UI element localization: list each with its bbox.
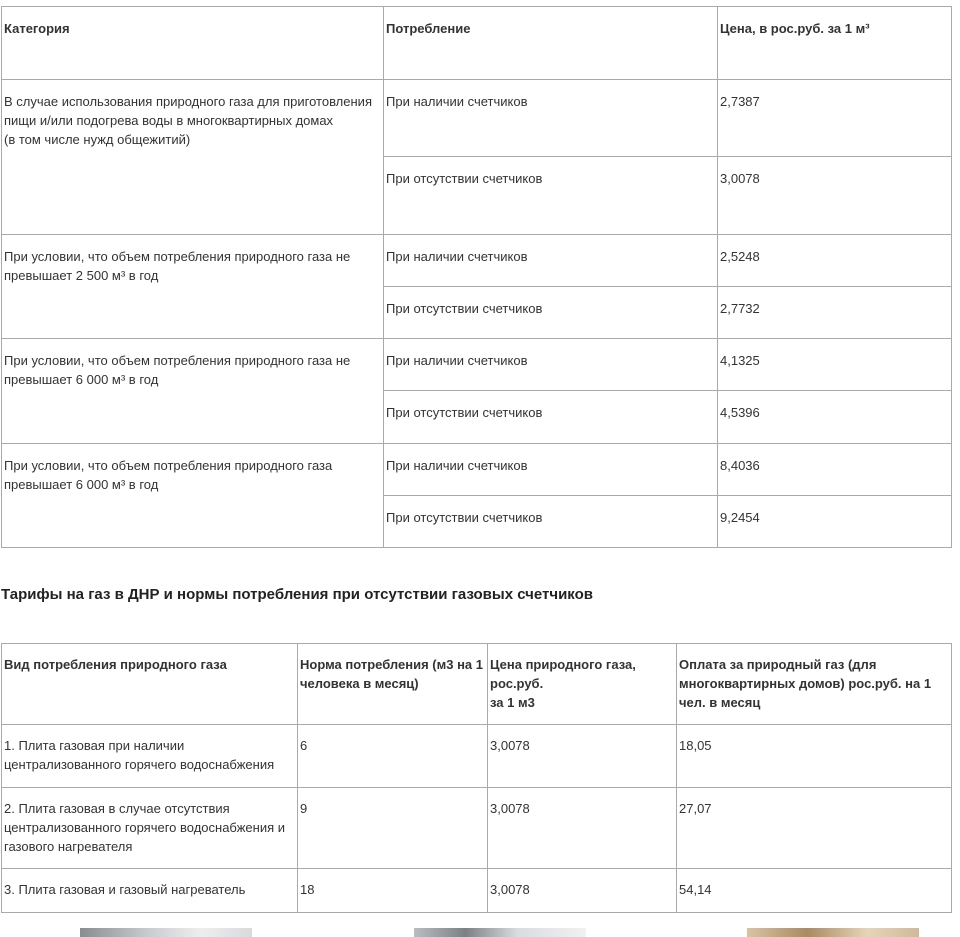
header-gas-price: Цена природного газа, рос.руб. за 1 м3 xyxy=(488,644,677,725)
category-cell: При условии, что объем потребления природного газа не превышает 6 000 м³ в год xyxy=(2,339,384,444)
table-row xyxy=(2,80,952,157)
consumption-type-cell: 1. Плита газовая при наличии централизованного горячего водоснабжения xyxy=(2,725,298,788)
price-cell: 2,7387 xyxy=(718,80,952,157)
category-cell: При условии, что объем потребления природного газа превышает 6 000 м³ в год xyxy=(2,444,384,548)
payment-cell: 54,14 xyxy=(677,869,952,913)
article-thumbnail-image[interactable] xyxy=(747,928,919,937)
consumption-cell: При отсутствии счетчиков xyxy=(384,287,718,339)
table-row xyxy=(2,869,952,913)
consumption-cell: При наличии счетчиков xyxy=(384,235,718,287)
norm-cell: 9 xyxy=(298,788,488,869)
tariff-table xyxy=(1,6,952,548)
header-consumption-type: Вид потребления природного газа xyxy=(2,644,298,725)
table-row xyxy=(2,444,952,496)
price-cell: 4,5396 xyxy=(718,391,952,444)
table-row xyxy=(2,725,952,788)
gas-price-cell: 3,0078 xyxy=(488,725,677,788)
section-heading: Тарифы на газ в ДНР и нормы потребления при отсутствии газовых счетчиков xyxy=(1,586,594,603)
header-price: Цена, в рос.руб. за 1 м³ xyxy=(718,7,952,80)
header-consumption: Потребление xyxy=(384,7,718,80)
price-cell: 9,2454 xyxy=(718,496,952,548)
tariff-header-row xyxy=(2,7,952,80)
category-cell: При условии, что объем потребления природного газа не превышает 2 500 м³ в год xyxy=(2,235,384,339)
norm-cell: 18 xyxy=(298,869,488,913)
header-norm: Норма потребления (м3 на 1 человека в месяц) xyxy=(298,644,488,725)
consumption-type-cell: 2. Плита газовая в случае отсутствия централизованного горячего водоснабжения и газового нагревателя xyxy=(2,788,298,869)
article-thumbnail-image[interactable] xyxy=(80,928,252,937)
norms-table xyxy=(1,643,952,913)
gas-price-cell: 3,0078 xyxy=(488,869,677,913)
category-cell: В случае использования природного газа для приготовления пищи и/или подогрева воды в многоквартирных домах (в том числе нужд общежитий) xyxy=(2,80,384,235)
price-cell: 3,0078 xyxy=(718,157,952,235)
price-cell: 2,5248 xyxy=(718,235,952,287)
header-payment: Оплата за природный газ (для многоквартирных домов) рос.руб. на 1 чел. в месяц xyxy=(677,644,952,725)
consumption-cell: При отсутствии счетчиков xyxy=(384,391,718,444)
price-cell: 2,7732 xyxy=(718,287,952,339)
consumption-cell: При наличии счетчиков xyxy=(384,80,718,157)
table-row xyxy=(2,235,952,287)
consumption-type-cell: 3. Плита газовая и газовый нагреватель xyxy=(2,869,298,913)
table-row xyxy=(2,788,952,869)
gas-price-cell: 3,0078 xyxy=(488,788,677,869)
consumption-cell: При отсутствии счетчиков xyxy=(384,157,718,235)
article-thumbnail-image[interactable] xyxy=(414,928,586,937)
payment-cell: 27,07 xyxy=(677,788,952,869)
norm-cell: 6 xyxy=(298,725,488,788)
consumption-cell: При отсутствии счетчиков xyxy=(384,496,718,548)
payment-cell: 18,05 xyxy=(677,725,952,788)
consumption-cell: При наличии счетчиков xyxy=(384,444,718,496)
table-row xyxy=(2,339,952,391)
price-cell: 4,1325 xyxy=(718,339,952,391)
consumption-cell: При наличии счетчиков xyxy=(384,339,718,391)
header-category: Категория xyxy=(2,7,384,80)
price-cell: 8,4036 xyxy=(718,444,952,496)
norms-header-row xyxy=(2,644,952,725)
